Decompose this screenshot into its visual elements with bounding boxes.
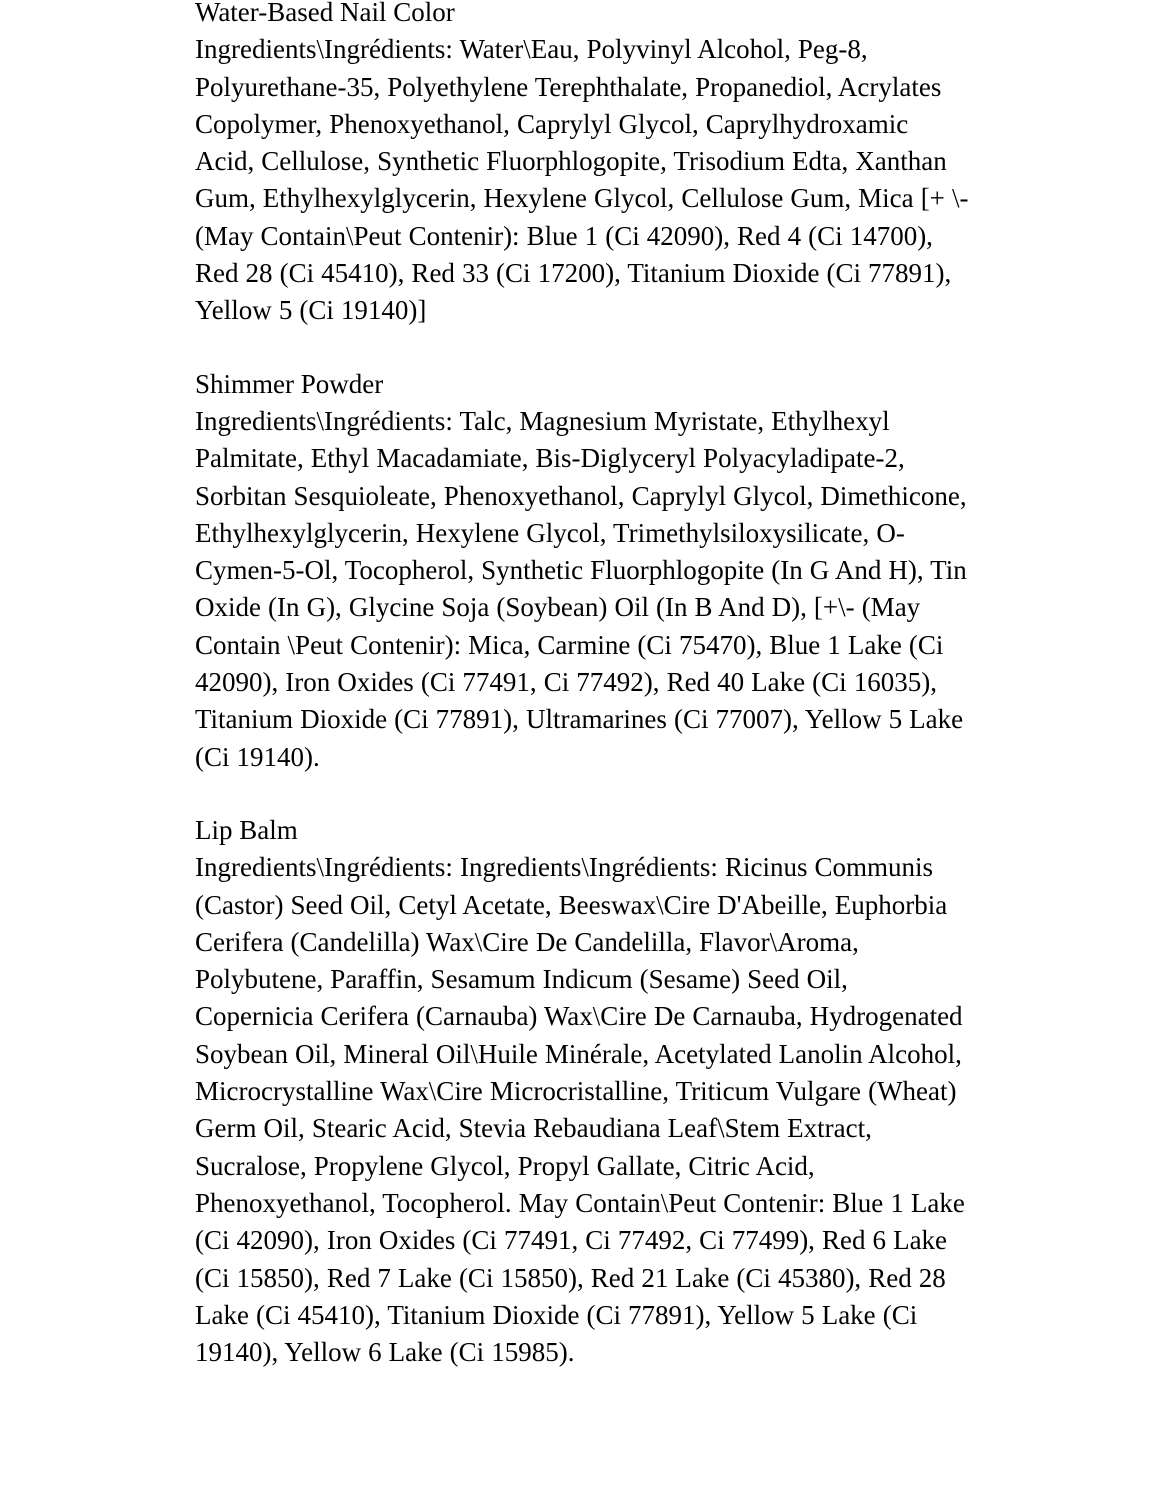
section-title: Water-Based Nail Color bbox=[195, 0, 455, 27]
section-water-based-nail-color bbox=[195, 0, 976, 330]
section-body: Ingredients\Ingrédients: Water\Eau, Polyvinyl Alcohol, Peg-8, Polyurethane-35, Polyethylene Terephthalate, Propanediol, Acrylates Copolymer, Phenoxyethanol, Caprylyl Glycol, Caprylhydroxamic Acid, Cellulose, Synthetic Fluorphlogopite, Trisodium Edta, Xanthan Gum, Ethylhexylglycerin, Hexylene Glycol, Cellulose Gum, Mica [+ \- (May Contain\Peut Contenir): Blue 1 (Ci 42090), Red 4 (Ci 14700), Red 28 (Ci 45410), Red 33 (Ci 17200), Titanium Dioxide (Ci 77891), Yellow 5 (Ci 19140)] bbox=[195, 34, 976, 326]
section-title: Lip Balm bbox=[195, 814, 298, 845]
section-title: Shimmer Powder bbox=[195, 368, 384, 399]
section-lip-balm bbox=[195, 812, 971, 1371]
section-body: Ingredients\Ingrédients: Talc, Magnesium Myristate, Ethylhexyl Palmitate, Ethyl Macadamiate, Bis-Diglyceryl Polyacyladipate-2, Sorbitan Sesquioleate, Phenoxyethanol, Caprylyl Glycol, Dimethicone, Ethylhexylglycerin, Hexylene Glycol, Trimethylsiloxysilicate, O-Cymen-5-Ol, Tocopherol, Synthetic Fluorphlogopite (In G And H), Tin Oxide (In G), Glycine Soja (Soybean) Oil (In B And D), [+\- (May Contain \Peut Contenir): Mica, Carmine (Ci 75470), Blue 1 Lake (Ci 42090), Iron Oxides (Ci 77491, Ci 77492), Red 40 Lake (Ci 16035), Titanium Dioxide (Ci 77891), Ultramarines (Ci 77007), Yellow 5 Lake (Ci 19140). bbox=[195, 405, 974, 772]
section-shimmer-powder bbox=[195, 366, 974, 776]
section-body: Ingredients\Ingrédients: Ingredients\Ingrédients: Ricinus Communis (Castor) Seed Oil, Cetyl Acetate, Beeswax\Cire D'Abeille, Euphorbia Cerifera (Candelilla) Wax\Cire De Candelilla, Flavor\Aroma, Polybutene, Paraffin, Sesamum Indicum (Sesame) Seed Oil, Copernicia Cerifera (Carnauba) Wax\Cire De Carnauba, Hydrogenated Soybean Oil, Mineral Oil\Huile Minérale, Acetylated Lanolin Alcohol, Microcrystalline Wax\Cire Microcristalline, Triticum Vulgare (Wheat) Germ Oil, Stearic Acid, Stevia Rebaudiana Leaf\Stem Extract, Sucralose, Propylene Glycol, Propyl Gallate, Citric Acid, Phenoxyethanol, Tocopherol. May Contain\Peut Contenir: Blue 1 Lake (Ci 42090), Iron Oxides (Ci 77491, Ci 77492, Ci 77499), Red 6 Lake (Ci 15850), Red 7 Lake (Ci 15850), Red 21 Lake (Ci 45380), Red 28 Lake (Ci 45410), Titanium Dioxide (Ci 77891), Yellow 5 Lake (Ci 19140), Yellow 6 Lake (Ci 15985). bbox=[195, 852, 972, 1368]
